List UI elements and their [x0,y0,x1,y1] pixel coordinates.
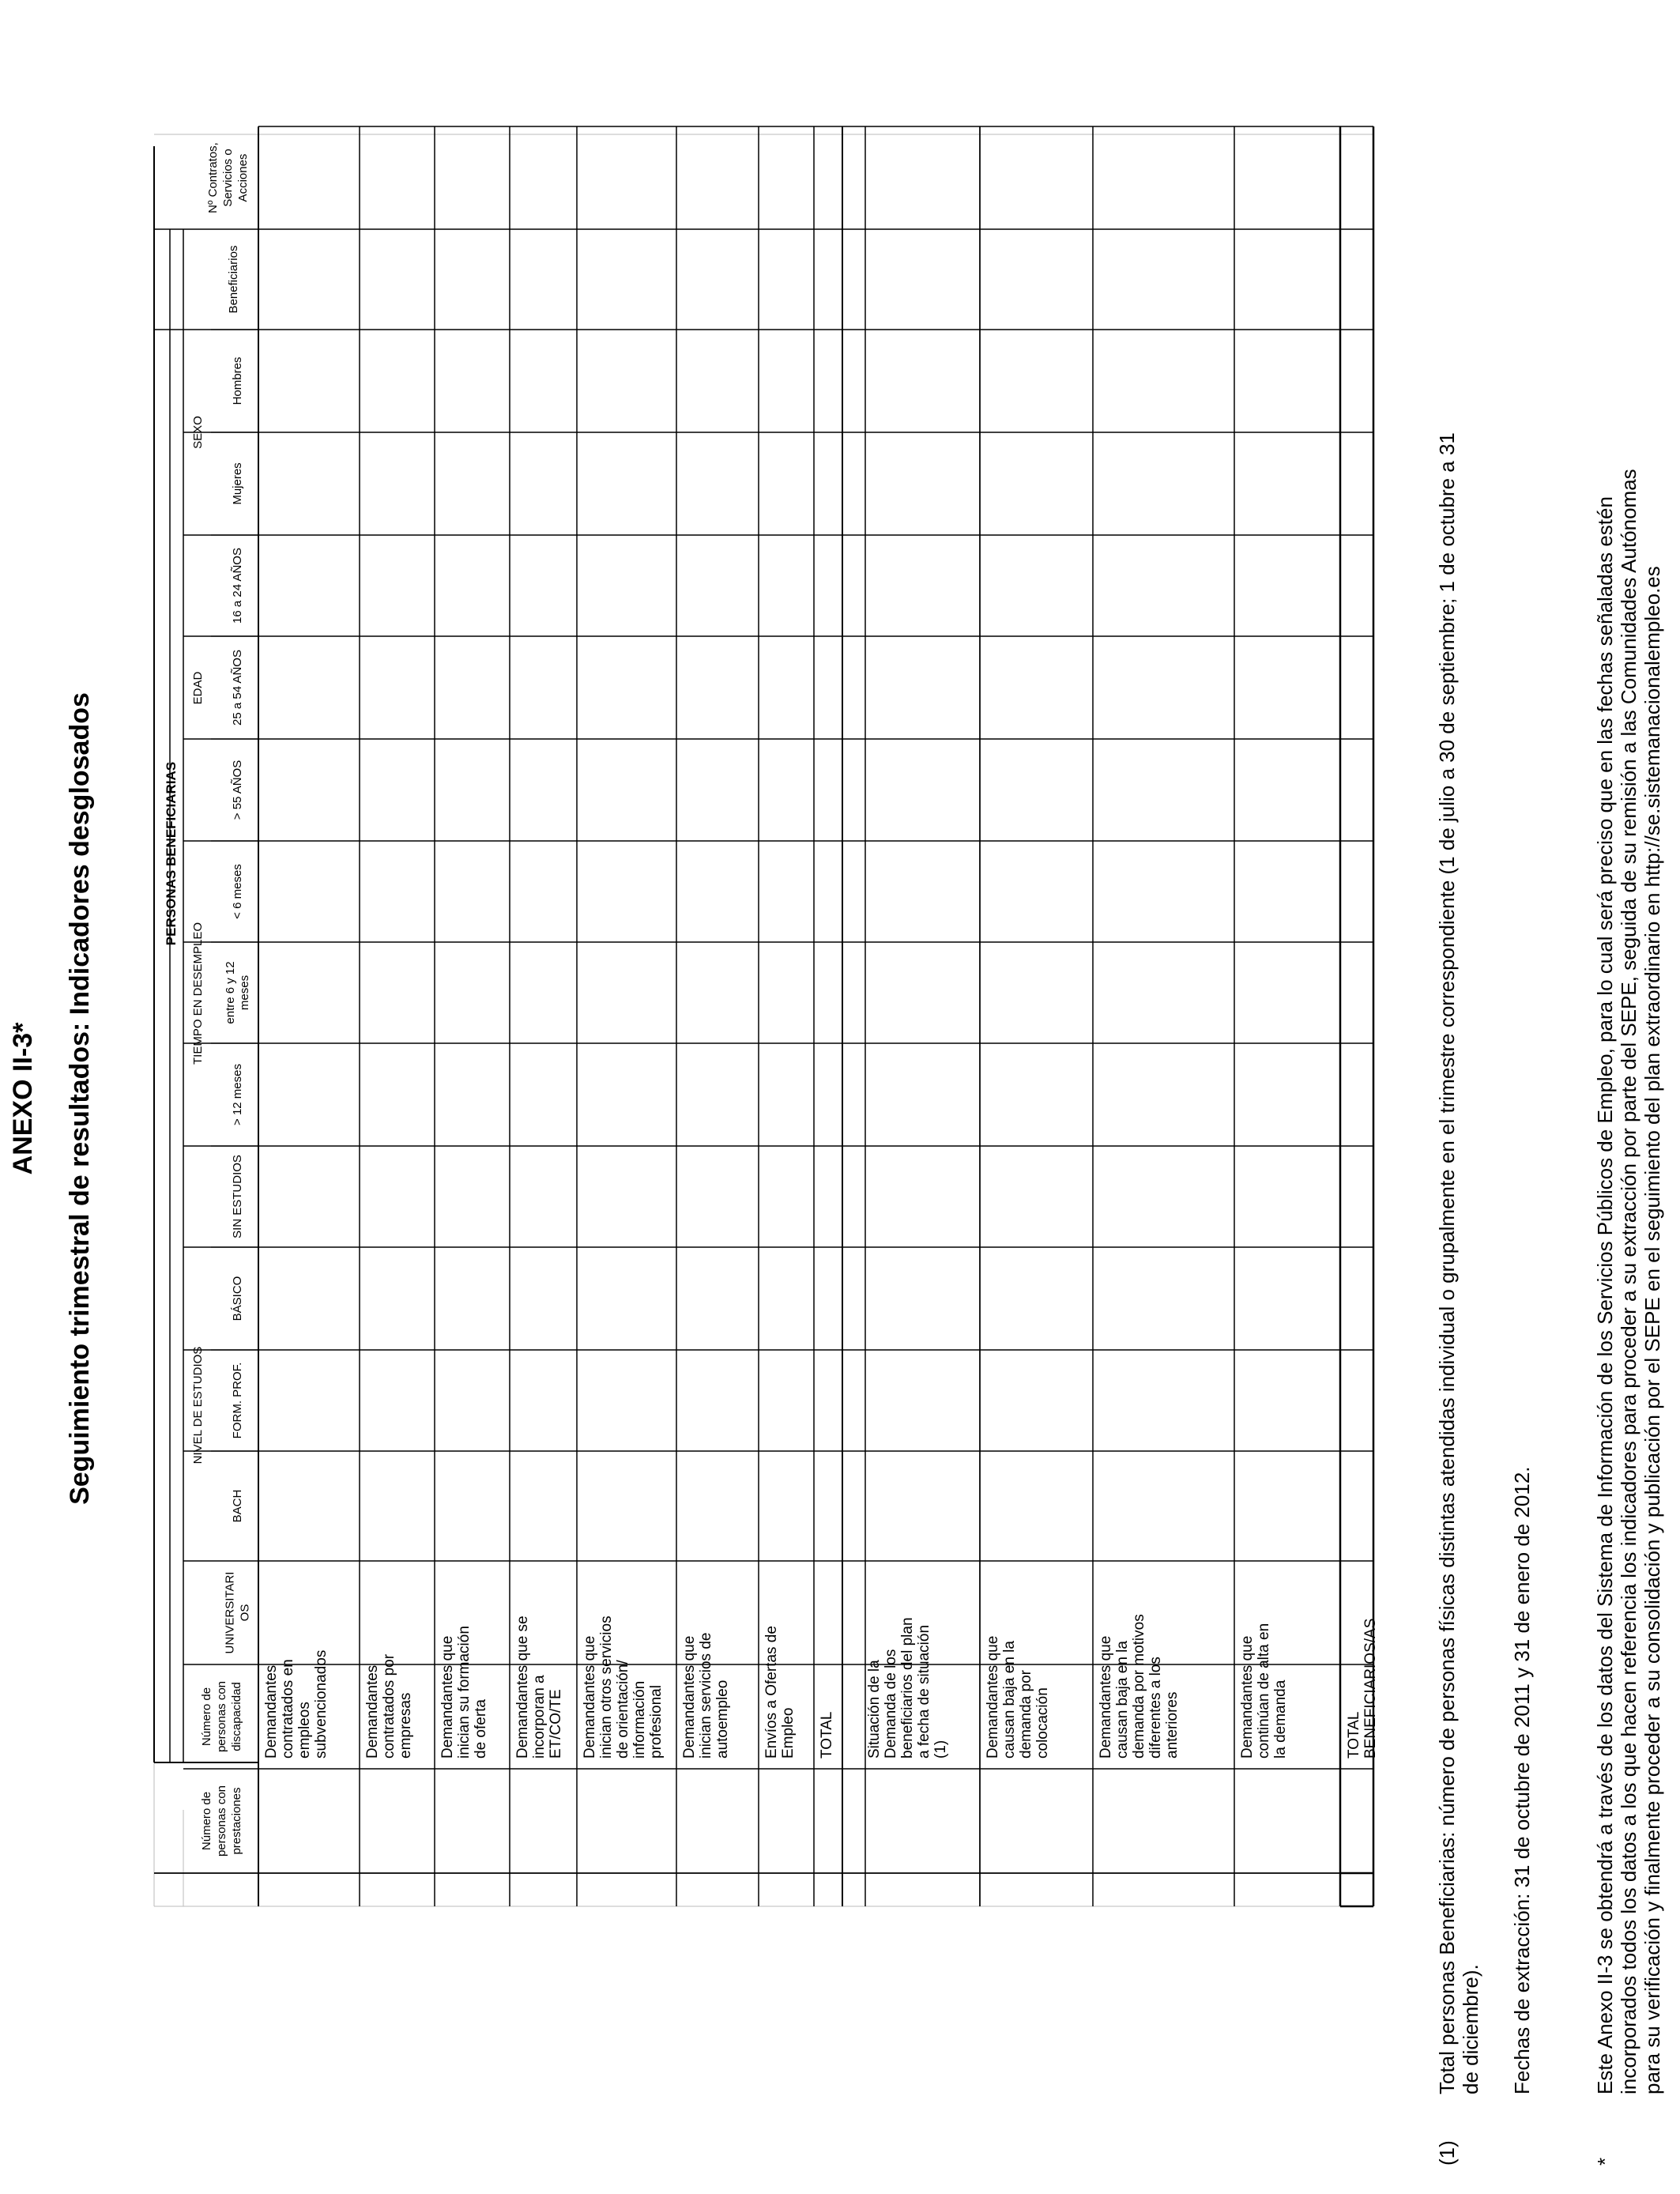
row-label-situacion: Situación de laDemanda de losbeneficiarios del plana fecha de situación(1) [866,1617,949,1759]
header-beneficiarios: Beneficiarios [227,245,240,314]
row-label-5: Demandantes queinician otros serviciosde orientación/informaciónprofesional [582,1615,665,1759]
header-prestaciones: Número de personas con prestaciones [200,1785,243,1857]
row-label-total-beneficiarios: TOTALBENEFICIARIOS/AS [1346,1618,1379,1759]
annex-title: ANEXO II-3* [8,1022,38,1175]
header-basico: BÁSICO [231,1276,244,1321]
row-label-4: Demandantes que seincorporan aET/CO/TE [514,1615,564,1759]
header-edad: EDAD [191,671,205,705]
header-hombres: Hombres [231,356,244,405]
header-sexo: SEXO [191,416,205,449]
footnotes [1435,432,1664,2166]
header-universitarios: UNIVERSITARI OS [223,1571,252,1654]
header-6-12: entre 6 y 12meses [224,961,251,1024]
footnote-1-text: Total personas Beneficiarias: número de personas físicas distintas atendidas individual o grupalmente en el trimestre correspondiente (1 de julio a 30 de septiembre; 1 de octubre a 31de diciembre). [1435,432,1482,2094]
header-sin-estudios: SIN ESTUDIOS [231,1155,244,1238]
header-tiempo: TIEMPO EN DESEMPLEO [191,922,205,1065]
header-55: > 55 AÑOS [231,760,244,820]
row-label-1: Demandantescontratados enempleossubvencionados [263,1649,330,1759]
header-16-24: 16 a 24 AÑOS [231,548,244,624]
row-label-3: Demandantes queinician su formaciónde oferta [439,1626,489,1759]
row-label-6: Demandantes queinician servicios deautoempleo [681,1632,731,1759]
header-bach: BACH [231,1489,244,1523]
header-estudios: NIVEL DE ESTUDIOS [191,1346,205,1465]
indicators-table [154,126,1379,1906]
extraction-dates: Fechas de extracción: 31 de octubre de 2011 y 31 de enero de 2012. [1510,1466,1534,2094]
footnote-1-marker: (1) [1435,2140,1459,2166]
row-label-2: Demandantescontratados porempresas [364,1653,414,1759]
footnote-star-marker: * [1593,2157,1617,2166]
row-label-8: TOTAL [819,1711,835,1759]
row-label-7: Envíos a Ofertas deEmpleo [763,1626,797,1759]
header-mas-12: > 12 meses [231,1064,244,1125]
header-mujeres: Mujeres [231,462,244,505]
header-form-prof: FORM. PROF. [231,1362,244,1439]
header-discapacidad: Número de personas con discapacidad [200,1680,243,1753]
row-label-baja-3: Demandantes quecontinúan de alta enla demanda [1239,1623,1289,1759]
row-label-baja-1: Demandantes quecausan baja en lademanda porcolocación [985,1635,1051,1759]
header-contratos: Nº Contratos, Servicios o Acciones [206,142,250,213]
page-subtitle: Seguimiento trimestral de resultados: Indicadores desglosados [65,692,95,1505]
header-25-54: 25 a 54 AÑOS [231,650,244,726]
group-header-personas: PERSONAS BENEFICIARIAS [164,761,179,946]
footnote-star-text: Este Anexo II-3 se obtendrá a través de los datos del Sistema de Información de los Servicios Públicos de Empleo, para lo cual será preciso que en las fechas señaladas esténincorporados todos los datos a los que hacen referencia los indicadores para proceder a su extracción por parte del SEPE, seguida de su remisión a las Comunidades Autónomaspara su verificación y finalmente proceder a su consolidación y publicación por el SEPE en el seguimiento del plan extraordinario en http://se.sistemanacionalempleo.es [1593,469,1664,2094]
row-label-baja-2: Demandantes quecausan baja en lademanda por motivosdiferentes a losanteriores [1098,1614,1181,1759]
header-menos-6: < 6 meses [231,864,244,919]
